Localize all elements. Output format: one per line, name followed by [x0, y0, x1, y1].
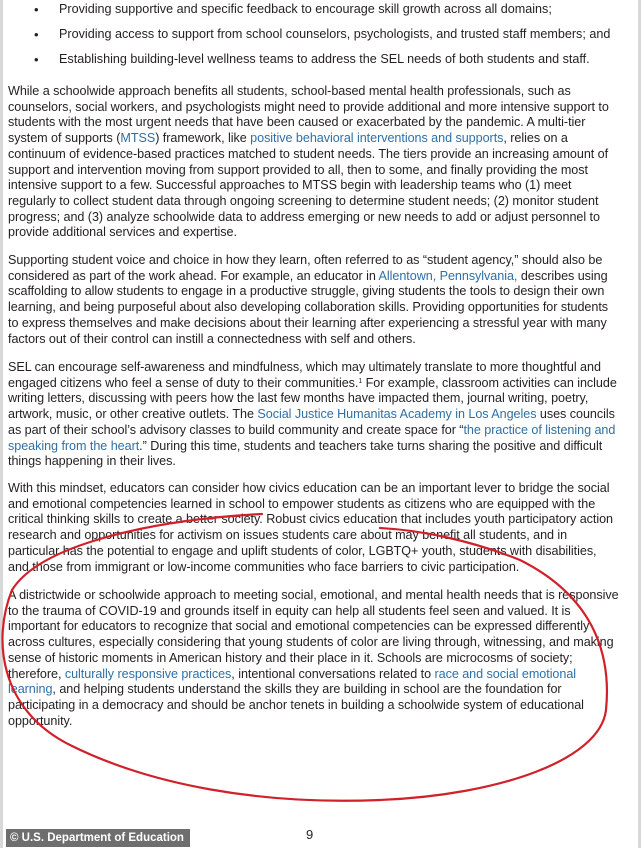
footnote-marker: 1 [358, 377, 363, 385]
text-run: While a schoolwide approach benefits all students, school-based mental health professionals, such as counselors, social workers, and psychologists might need to provide additional and more intensive support to students with the most urgent needs that have been caused or exacerbated by the pandemic. A multi-tier system of supports ( [8, 84, 609, 146]
text-run: uses councils as part of their school’s advisory classes to build community and create space for “ [8, 407, 615, 437]
inline-link[interactable]: Social Justice Humanitas Academy in Los Angeles [257, 407, 537, 422]
inline-link[interactable]: Allentown, Pennsylvania, [378, 268, 518, 283]
text-run: describes using scaffolding to allow students to engage in a productive struggle, giving students the tools to design their own learning, and being purposeful about also developing collaboration skills. Providing opportunities for students to express themselves and make decisions about their learning after experiencing a stressful year with many factors out of their control can instill a connectedness with self and others. [8, 268, 609, 346]
page-number: 9 [306, 827, 314, 842]
bullet-item: • Establishing building-level wellness teams to address the SEL needs of both students and staff. [28, 52, 618, 67]
paragraph-student-agency [8, 253, 620, 347]
text-run: .” During this time, students and teachers take turns sharing the positive and difficult things happening in their lives. [8, 438, 603, 469]
inline-link[interactable]: MTSS [120, 131, 156, 146]
bullet-list [28, 2, 618, 77]
copyright-credit: © U.S. Department of Education [6, 829, 190, 847]
paragraph-civics [8, 481, 620, 575]
text-run: ) framework, like [155, 131, 251, 146]
text-run: Supporting student voice and choice in how they learn, often referred to as “student agency,” should also be considered as part of the work ahead. For example, an educator in [8, 253, 603, 283]
text-run: , and helping students understand the skills they are building in school are the foundation for participating in a democracy and should be anchor tenets in building a schoolwide system of educational opportunity. [8, 682, 584, 728]
text-run: With this mindset, educators can consider how civics education can be an important lever to bridge the social and emotional competencies learned in school to empower students as citizens who are equipped with the critical thinking skills to create a better society. Robust civics education that includes youth participatory action research and opportunities for activism on issues students care about may benefit all students, and in particular has the potential to engage and uplift students of color, LGBTQ+ youth, students with disabilities, and those from immigrant or low-income communities who face barriers to civic participation. [8, 481, 614, 574]
text-run: A districtwide or schoolwide approach to meeting social, emotional, and mental health needs that is responsive to the trauma of COVID-19 and grounds itself in equity can help all students feel seen and valued. It is important for educators to recognize that social and emotional competencies can be expressed differently across cultures, especially considering that young students of color are living through, witnessing, and making sense of historic moments in American history and their place in it. Schools are microcosms of society; therefore, [8, 588, 619, 681]
paragraph-districtwide [8, 588, 620, 729]
inline-link[interactable]: culturally responsive practices [64, 666, 232, 681]
bullet-item: • Providing access to support from school counselors, psychologists, and trusted staff members; and [28, 27, 618, 42]
text-run: For example, classroom activities can include writing letters, discussing with peers how the last few months have impacted them, journal writing, poetry, artwork, music, or other creative outlets. The [8, 375, 617, 422]
bullet-item: • Providing supportive and specific feedback to encourage skill growth across all domains; [28, 2, 618, 17]
paragraph-sel-mindfulness [8, 360, 620, 470]
inline-link[interactable]: positive behavioral interventions and supports [250, 131, 504, 146]
text-run: , relies on a continuum of evidence-based practices matched to student needs. The tiers provide an increasing amount of support and intervention moving from support provided to all, then to some, and finally providing the most intensive support to a few. Successful approaches to MTSS begin with leadership teams who (1) meet regularly to collect student data through ongoing screening to determine student needs; (2) monitor student progress; and (3) analyze schoolwide data to address emerging or new needs to add or adjust personnel to provide additional services and expertise. [8, 131, 609, 240]
inline-link[interactable]: the practice of listening and speaking from the heart [8, 422, 616, 453]
text-run: SEL can encourage self-awareness and mindfulness, which may ultimately translate to more thoughtful and engaged citizens who feel a sense of duty to their communities. [8, 360, 601, 390]
paragraph-mtss [8, 84, 620, 241]
inline-link[interactable]: race and social emotional learning [8, 666, 577, 697]
text-run: , intentional conversations related to [231, 666, 435, 681]
